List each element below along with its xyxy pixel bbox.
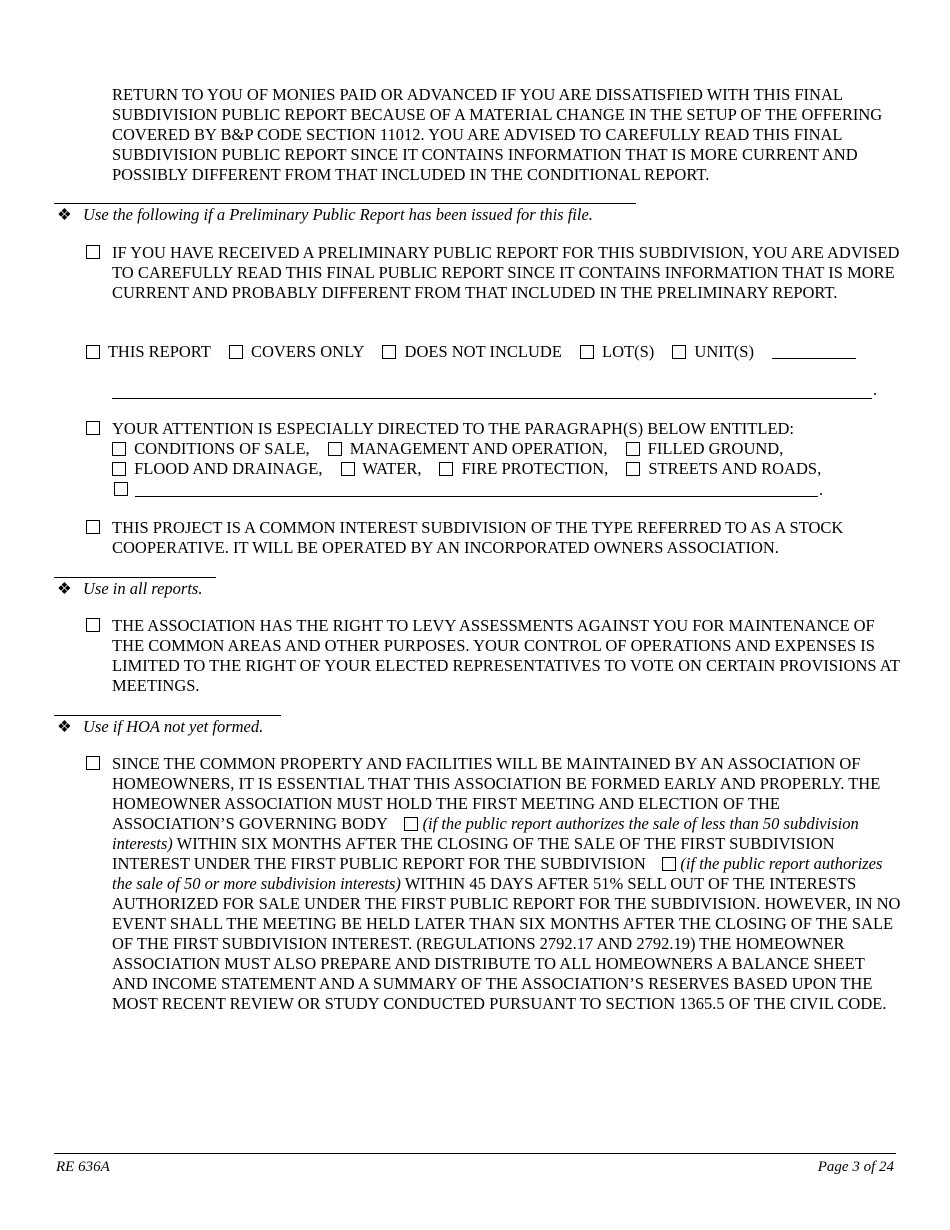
option-covers-only[interactable]: COVERS ONLY [229, 342, 365, 362]
option-conditions-of-sale[interactable]: CONDITIONS OF SALE, [112, 439, 310, 459]
option-units[interactable]: UNIT(S) [672, 342, 754, 362]
page-number: Page 3 of 24 [817, 1159, 894, 1175]
section-note-preliminary [57, 205, 593, 225]
intro-paragraph: RETURN TO YOU OF MONIES PAID OR ADVANCED IF YOU ARE DISSATISFIED WITH THIS FINAL SUBDIVISION PUBLIC REPORT BECAUSE OF A MATERIAL CHANGE IN THE SETUP OF THE OFFERING COVERED BY B&P CODE SECTION 11012. YOU ARE ADVISED TO CAREFULLY READ THIS FINAL SUBDIVISION PUBLIC REPORT SINCE IT CONTAINS INFORMATION THAT IS MORE CURRENT AND POSSIBLY DIFFERENT FROM THAT INCLUDED IN THE CONDITIONAL REPORT. [112, 85, 883, 184]
this-report-checkbox[interactable] [86, 345, 100, 359]
coverage-blank-field[interactable] [772, 358, 856, 359]
covers-only-checkbox[interactable] [229, 345, 243, 359]
hoa-formation-text: SINCE THE COMMON PROPERTY AND FACILITIES WILL BE MAINTAINED BY AN ASSOCIATION OF HOMEOWNERS, IT IS ESSENTIAL THAT THIS ASSOCIATION BE FORMED EARLY AND PROPERLY. THE HOMEOWNER ASSOCIATION MUST HOLD THE FIRST MEETING AND ELECTION OF THE ASSOCIATION’S GOVERNING BODY (if the public report authorizes the sale of less than 50 subdivision interests) WITHIN SIX MONTHS AFTER THE CLOSING OF THE SALE OF THE FIRST SUBDIVISION INTEREST UNDER THE FIRST PUBLIC REPORT FOR THE SUBDIVISION (if the public report authorizes the sale of 50 or more subdivision interests) WITHIN 45 DAYS AFTER 51% SELL OUT OF THE INTERESTS AUTHORIZED FOR SALE UNDER THE FIRST PUBLIC REPORT FOR THE SUBDIVISION. HOWEVER, IN NO EVENT SHALL THE MEETING BE HELD LATER THAN SIX MONTHS AFTER THE CLOSING OF THE SALE OF THE FIRST SUBDIVISION INTEREST. (REGULATIONS 2792.17 AND 2792.19) THE HOMEOWNER ASSOCIATION MUST ALSO PREPARE AND DISTRIBUTE TO ALL HOMEOWNERS A BALANCE SHEET AND INCOME STATEMENT AND A SUMMARY OF THE ASSOCIATION’S RESERVES BASED UPON THE MOST RECENT REVIEW OR STUDY CONDUCTED PURSUANT TO SECTION 1365.5 OF THE CIVIL CODE. [112, 754, 901, 1013]
note-text: Use the following if a Preliminary Public Report has been issued for this file. [83, 205, 593, 224]
attention-text: YOUR ATTENTION IS ESPECIALLY DIRECTED TO THE PARAGRAPH(S) BELOW ENTITLED: [112, 419, 795, 438]
streets-roads-checkbox[interactable] [626, 462, 640, 476]
section-divider [54, 577, 216, 578]
option-management-and-operation[interactable]: MANAGEMENT AND OPERATION, [328, 439, 608, 459]
assessment-checkbox[interactable] [86, 618, 100, 632]
management-operation-checkbox[interactable] [328, 442, 342, 456]
option-water[interactable]: WATER, [341, 459, 422, 479]
section-note-hoa [57, 717, 263, 737]
preliminary-report-checkbox[interactable] [86, 245, 100, 259]
section-divider [54, 715, 281, 716]
diamond-bullet-icon: ❖ [57, 579, 72, 598]
section-divider [54, 203, 636, 204]
other-topic-period: . [819, 480, 824, 499]
lots-checkbox[interactable] [580, 345, 594, 359]
attention-row-1 [112, 439, 801, 459]
other-topic-field[interactable] [135, 478, 818, 497]
form-id: RE 636A [56, 1159, 110, 1175]
coverage-description-field[interactable] [112, 379, 872, 399]
water-checkbox[interactable] [341, 462, 355, 476]
option-lots[interactable]: LOT(S) [580, 342, 654, 362]
stock-cooperative-checkbox[interactable] [86, 520, 100, 534]
diamond-bullet-icon: ❖ [57, 717, 72, 736]
fire-protection-checkbox[interactable] [439, 462, 453, 476]
note-text: Use if HOA not yet formed. [83, 717, 264, 736]
option-flood-and-drainage[interactable]: FLOOD AND DRAINAGE, [112, 459, 323, 479]
other-topic-checkbox[interactable] [114, 482, 128, 496]
report-coverage-row [86, 342, 856, 362]
filled-ground-checkbox[interactable] [626, 442, 640, 456]
footer-divider [54, 1153, 896, 1154]
assessment-text: THE ASSOCIATION HAS THE RIGHT TO LEVY ASSESSMENTS AGAINST YOU FOR MAINTENANCE OF THE COMMON AREAS AND OTHER PURPOSES. YOUR CONTROL OF OPERATIONS AND EXPENSES IS LIMITED TO THE RIGHT OF YOUR ELECTED REPRESENTATIVES TO VOTE ON CERTAIN PROVISIONS AT MEETINGS. [112, 616, 900, 695]
diamond-bullet-icon: ❖ [57, 205, 72, 224]
units-checkbox[interactable] [672, 345, 686, 359]
option-this-report[interactable]: THIS REPORT [86, 342, 211, 362]
coverage-period: . [873, 380, 878, 399]
fifty-or-more-checkbox[interactable] [662, 857, 676, 871]
flood-drainage-checkbox[interactable] [112, 462, 126, 476]
stock-cooperative-text: THIS PROJECT IS A COMMON INTEREST SUBDIVISION OF THE TYPE REFERRED TO AS A STOCK COOPERATIVE. IT WILL BE OPERATED BY AN INCORPORATED OWNERS ASSOCIATION. [112, 518, 844, 557]
hoa-formation-checkbox[interactable] [86, 756, 100, 770]
attention-checkbox[interactable] [86, 421, 100, 435]
note-text: Use in all reports. [83, 579, 203, 598]
preliminary-report-text: IF YOU HAVE RECEIVED A PRELIMINARY PUBLIC REPORT FOR THIS SUBDIVISION, YOU ARE ADVISED TO CAREFULLY READ THIS FINAL PUBLIC REPORT SINCE IT CONTAINS INFORMATION THAT IS MORE CURRENT AND PROBABLY DIFFERENT FROM THAT INCLUDED IN THE PRELIMINARY REPORT. [112, 243, 900, 302]
option-fire-protection[interactable]: FIRE PROTECTION, [439, 459, 608, 479]
conditions-of-sale-checkbox[interactable] [112, 442, 126, 456]
option-filled-ground[interactable]: FILLED GROUND, [626, 439, 784, 459]
option-streets-and-roads[interactable]: STREETS AND ROADS, [626, 459, 821, 479]
section-note-all-reports [57, 579, 202, 599]
less-than-50-checkbox[interactable] [404, 817, 418, 831]
option-does-not-include[interactable]: DOES NOT INCLUDE [382, 342, 561, 362]
attention-row-2 [112, 459, 839, 479]
does-not-include-checkbox[interactable] [382, 345, 396, 359]
